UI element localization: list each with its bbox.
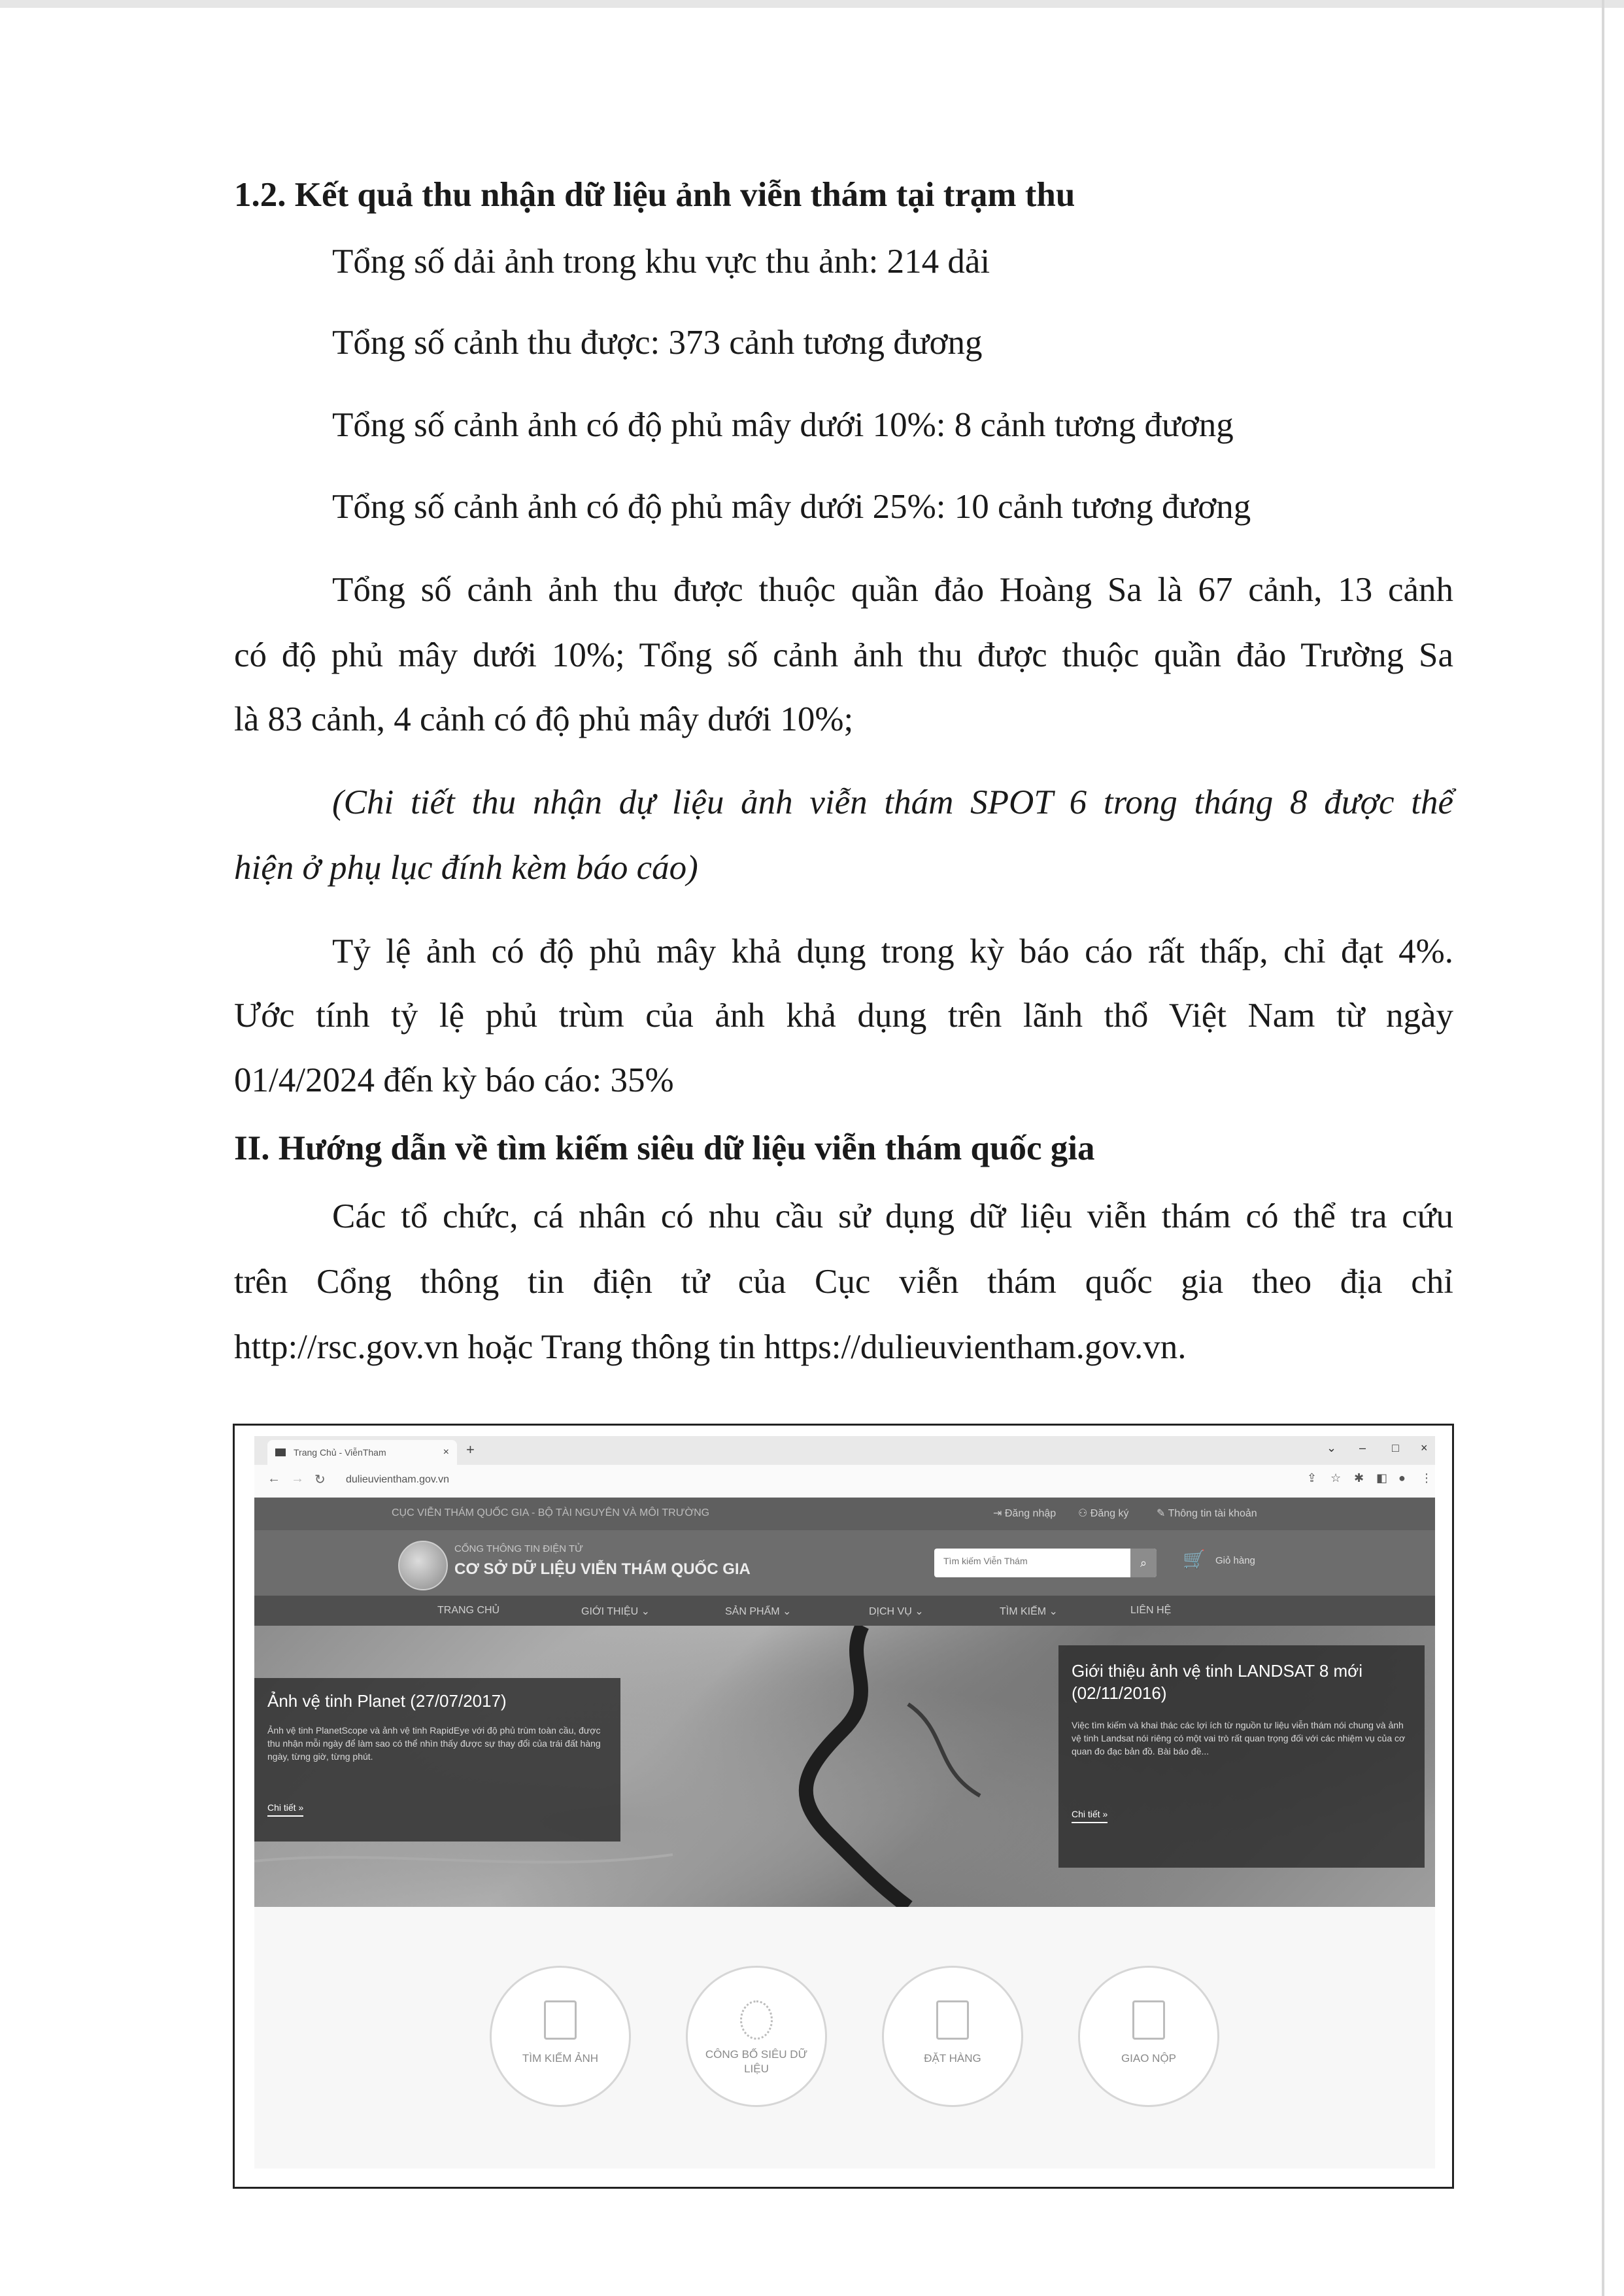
service-panel: [254, 1907, 1435, 2168]
note-line: hiện ở phụ lục đính kèm báo cáo): [234, 849, 698, 887]
browser-window: [254, 1436, 1435, 2168]
service-order[interactable]: [882, 1966, 1023, 2107]
menu-item-services[interactable]: DỊCH VỤ ⌄: [869, 1606, 924, 1617]
card-body: Việc tìm kiếm và khai thác các lợi ích từ nguồn tư liệu viễn thám nói chung và ảnh vệ tinh Landsat nói riêng có một vai trò rất quan trọng đối với các nhiệm vụ của cơ quan đo đạc bản đồ. Bài báo đề...: [1072, 1720, 1406, 1756]
service-label: CÔNG BỐ SIÊU DỮ LIỆU: [705, 2048, 808, 2075]
address-bar: [254, 1465, 1435, 1498]
favicon-icon: [275, 1448, 286, 1456]
note-line: (Chi tiết thu nhận dự liệu ảnh viễn thám SPOT 6 trong tháng 8 được thể: [332, 783, 1453, 821]
search-document-icon: [544, 2000, 577, 2040]
back-icon[interactable]: ←: [267, 1471, 280, 1486]
service-publish-metadata[interactable]: [686, 1966, 827, 2107]
browser-tab[interactable]: [267, 1440, 457, 1465]
service-search-image[interactable]: [490, 1966, 631, 2107]
login-icon: ⇥: [993, 1508, 1005, 1519]
text-line: Tổng số cảnh ảnh có độ phủ mây dưới 10%: 8 cảnh tương đương: [332, 406, 1234, 444]
card-title[interactable]: Ảnh vệ tinh Planet (27/07/2017): [267, 1691, 507, 1711]
sidebar-icon[interactable]: ◧: [1376, 1471, 1388, 1484]
paragraph-line: Tỷ lệ ảnh có độ phủ mây khả dụng trong kỳ báo cáo rất thấp, chỉ đạt 4%.: [332, 933, 1453, 970]
star-icon[interactable]: ☆: [1330, 1471, 1342, 1484]
service-label: ĐẶT HÀNG: [924, 2052, 981, 2065]
hero-banner: [254, 1626, 1435, 1907]
account-link[interactable]: ✎ Thông tin tài khoản: [1157, 1508, 1257, 1519]
menu-item-search[interactable]: TÌM KIẾM ⌄: [1000, 1606, 1058, 1617]
card-title[interactable]: Giới thiệu ảnh vệ tinh LANDSAT 8 mới (02/11/2016): [1072, 1661, 1362, 1703]
agency-name: CỤC VIỄN THÁM QUỐC GIA - BỘ TÀI NGUYÊN VÀ MÔI TRƯỜNG: [392, 1507, 710, 1518]
read-more-link[interactable]: Chi tiết »: [1072, 1809, 1108, 1823]
paragraph-line: có độ phủ mây dưới 10%; Tổng số cảnh ảnh thu được thuộc quần đảo Trường Sa: [234, 636, 1453, 674]
paragraph-line: Ước tính tỷ lệ phủ trùm của ảnh khả dụng trên lãnh thổ Việt Nam từ ngày: [234, 997, 1453, 1035]
site-subtitle: CỔNG THÔNG TIN ĐIỆN TỬ: [454, 1543, 583, 1554]
user-icon: ⚇: [1078, 1508, 1091, 1519]
news-card-planet[interactable]: [254, 1678, 620, 1842]
search-button[interactable]: [1130, 1549, 1157, 1577]
reload-icon[interactable]: ↻: [314, 1473, 326, 1487]
website: [254, 1498, 1435, 2168]
menu-item-home[interactable]: TRANG CHỦ: [437, 1605, 500, 1616]
cart-icon[interactable]: 🛒: [1183, 1549, 1206, 1569]
edit-icon: ✎: [1157, 1508, 1168, 1519]
close-window-button[interactable]: ×: [1421, 1441, 1428, 1454]
menu-item-products[interactable]: SẢN PHẨM ⌄: [725, 1606, 792, 1617]
page-edge-right: [1602, 0, 1604, 2296]
clipboard-icon: [936, 2000, 969, 2040]
profile-icon[interactable]: ●: [1398, 1471, 1406, 1484]
logo[interactable]: [398, 1541, 448, 1590]
new-tab-button[interactable]: +: [466, 1441, 475, 1458]
tab-bar: [254, 1436, 1435, 1465]
paragraph-line: là 83 cảnh, 4 cảnh có độ phủ mây dưới 10%;: [234, 700, 854, 738]
text-line: Tổng số dải ảnh trong khu vực thu ảnh: 214 dải: [332, 243, 990, 281]
tab-close-icon[interactable]: ×: [443, 1447, 449, 1458]
site-header: [254, 1530, 1435, 1596]
forward-icon[interactable]: →: [291, 1471, 304, 1486]
text-line: Tổng số cảnh thu được: 373 cảnh tương đương: [332, 324, 983, 362]
search-icon: ⌕: [1140, 1556, 1147, 1569]
card-body: Ảnh vệ tinh PlanetScope và ảnh vệ tinh RapidEye với độ phủ trùm toàn cầu, được thu nhận mỗi ngày để làm sao có thể nhìn thấy được sự thay đổi của trái đất hàng ngày, từng giờ, từng phút.: [267, 1725, 601, 1762]
metadata-icon: [740, 2000, 773, 2040]
search-input[interactable]: [942, 1555, 1134, 1567]
service-label: GIAO NỘP: [1121, 2052, 1177, 2065]
search-box: [934, 1549, 1157, 1577]
text-line: Tổng số cảnh ảnh có độ phủ mây dưới 25%: 10 cảnh tương đương: [332, 488, 1251, 526]
maximize-button[interactable]: □: [1392, 1441, 1399, 1454]
paragraph-line: http://rsc.gov.vn hoặc Trang thông tin https://dulieuvientham.gov.vn.: [234, 1328, 1187, 1366]
section-heading-1-2: 1.2. Kết quả thu nhận dữ liệu ảnh viễn thám tại trạm thu: [234, 176, 1075, 214]
paragraph-line: Các tổ chức, cá nhân có nhu cầu sử dụng dữ liệu viễn thám có thể tra cứu: [332, 1197, 1453, 1235]
share-icon[interactable]: ⇪: [1307, 1471, 1317, 1484]
extension-icon[interactable]: ✱: [1354, 1471, 1364, 1484]
menu-item-about[interactable]: GIỚI THIỆU ⌄: [581, 1606, 651, 1617]
tab-title: Trang Chủ - ViễnTham: [294, 1447, 386, 1458]
menu-icon[interactable]: ⋮: [1421, 1471, 1432, 1484]
menu-item-contact[interactable]: LIÊN HỆ: [1130, 1605, 1172, 1616]
url-field[interactable]: dulieuvientham.gov.vn: [346, 1474, 450, 1485]
page-edge: [0, 0, 1624, 8]
section-heading-2: II. Hướng dẫn về tìm kiếm siêu dữ liệu viễn thám quốc gia: [234, 1129, 1095, 1167]
site-title[interactable]: CƠ SỞ DỮ LIỆU VIỄN THÁM QUỐC GIA: [454, 1560, 751, 1578]
chevron-down-icon[interactable]: ⌄: [1327, 1441, 1337, 1454]
paragraph-line: 01/4/2024 đến kỳ báo cáo: 35%: [234, 1061, 674, 1099]
login-link[interactable]: ⇥ Đăng nhập: [993, 1508, 1057, 1519]
service-label: TÌM KIẾM ẢNH: [522, 2052, 599, 2065]
website-screenshot-figure: [233, 1424, 1454, 2189]
minimize-button[interactable]: –: [1359, 1441, 1366, 1454]
read-more-link[interactable]: Chi tiết »: [267, 1802, 303, 1817]
cart-label[interactable]: Giỏ hàng: [1215, 1555, 1255, 1566]
top-strip: [254, 1498, 1435, 1530]
news-card-landsat[interactable]: [1058, 1645, 1425, 1868]
paragraph-line: trên Cổng thông tin điện tử của Cục viễn thám quốc gia theo địa chỉ: [234, 1263, 1453, 1301]
register-link[interactable]: ⚇ Đăng ký: [1078, 1508, 1129, 1519]
main-menu: [254, 1596, 1435, 1626]
paragraph-line: Tổng số cảnh ảnh thu được thuộc quần đảo Hoàng Sa là 67 cảnh, 13 cảnh: [332, 571, 1453, 609]
upload-document-icon: [1132, 2000, 1165, 2040]
service-submit[interactable]: [1078, 1966, 1219, 2107]
